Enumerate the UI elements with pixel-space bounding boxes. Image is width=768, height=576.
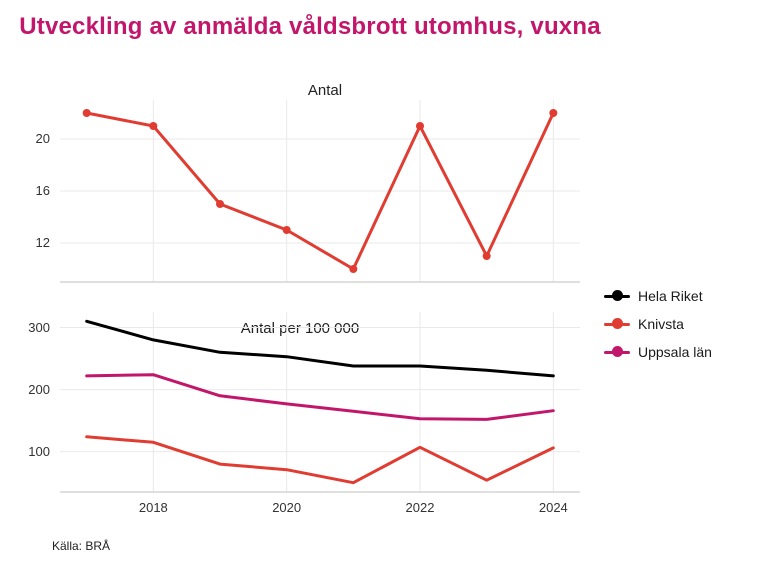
legend-item-hela-riket[interactable] xyxy=(604,282,712,310)
legend-marker-uppsala-lan xyxy=(604,345,630,359)
legend-label-hela-riket: Hela Riket xyxy=(638,288,703,304)
legend-marker-knivsta xyxy=(604,317,630,331)
legend xyxy=(604,282,712,366)
source-note: Källa: BRÅ xyxy=(52,539,111,553)
panel-title-antal-per-100000: Antal per 100 000 xyxy=(240,320,360,337)
legend-item-uppsala-lan[interactable] xyxy=(604,338,712,366)
chart-title: Utveckling av anmälda våldsbrott utomhus, vuxna xyxy=(19,13,601,40)
panel-title-antal: Antal xyxy=(307,82,343,99)
legend-label-knivsta: Knivsta xyxy=(638,316,684,332)
y-tick-label: 20 xyxy=(35,131,50,146)
y-tick-label: 300 xyxy=(28,319,50,335)
y-tick-label: 100 xyxy=(28,443,50,459)
x-tick-label: 2018 xyxy=(138,500,168,515)
legend-item-knivsta[interactable] xyxy=(604,310,712,338)
x-tick-label: 2024 xyxy=(538,500,568,515)
y-tick-label: 12 xyxy=(35,235,50,250)
y-tick-label: 200 xyxy=(28,381,50,397)
legend-label-uppsala-lan: Uppsala län xyxy=(638,344,712,360)
legend-marker-hela-riket xyxy=(604,289,630,303)
y-tick-label: 16 xyxy=(35,183,50,198)
x-tick-label: 2022 xyxy=(405,500,435,515)
x-tick-label: 2020 xyxy=(272,500,302,515)
